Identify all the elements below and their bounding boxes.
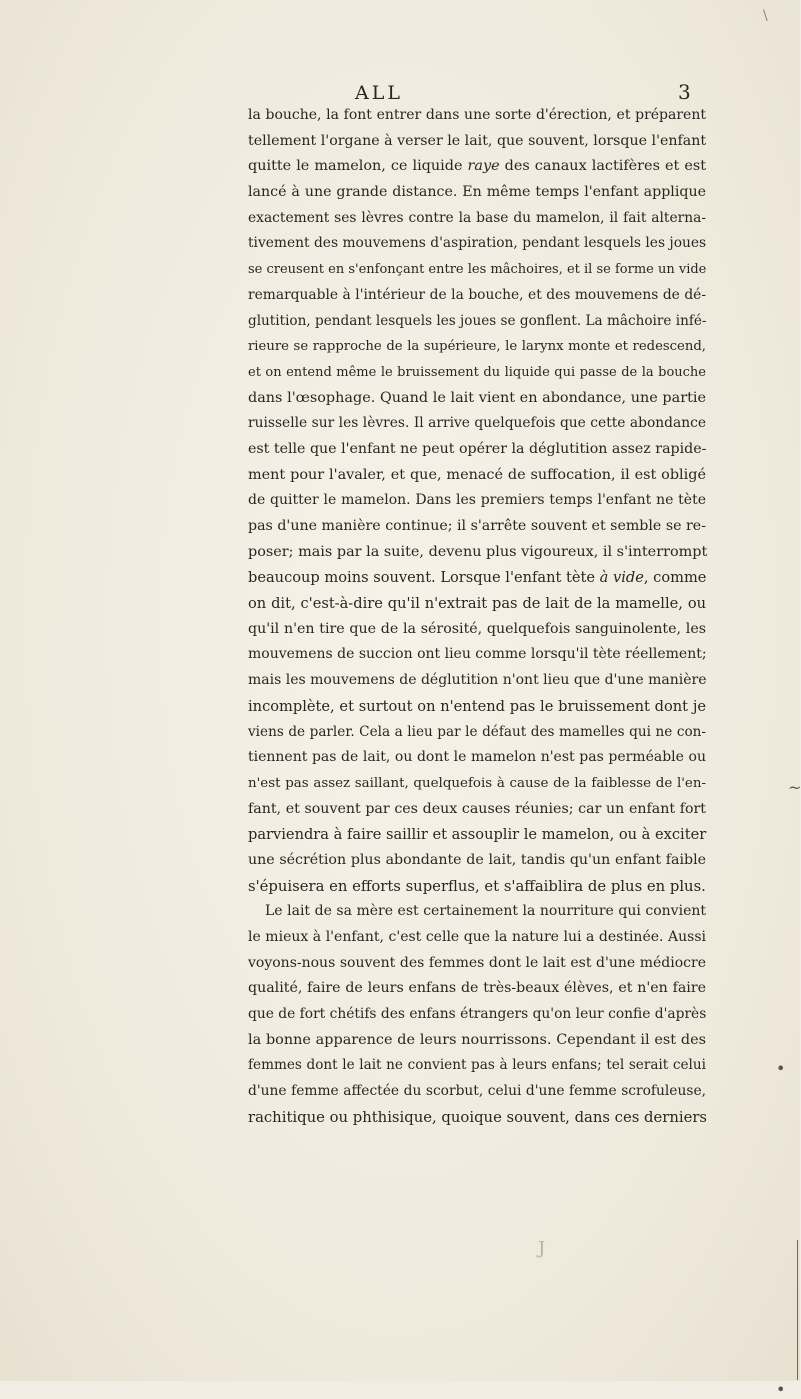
text-line: la bonne apparence de leurs nourrissons. Cependant il est des — [248, 1031, 706, 1048]
text-line: est telle que l'enfant ne peut opérer la déglutition assez rapide- — [248, 440, 707, 457]
text-line: fant, et souvent par ces deux causes réunies; car un enfant fort — [248, 800, 706, 817]
margin-mark: • — [776, 1380, 786, 1399]
text-line: femmes dont le lait ne convient pas à leurs enfans; tel serait celui — [248, 1057, 706, 1074]
text-line: rieure se rapproche de la supérieure, le larynx monte et redescend, — [248, 339, 706, 355]
running-head: ALL — [355, 82, 403, 104]
text-line: pas d'une manière continue; il s'arrête souvent et semble se re- — [248, 518, 706, 534]
text-line: s'épuisera en efforts superflus, et s'affaiblira de plus en plus. — [248, 877, 706, 895]
text-line: tellement l'organe à verser le lait, que souvent, lorsque l'enfant — [248, 132, 707, 149]
text-line: viens de parler. Cela a lieu par le défaut des mamelles qui ne con- — [248, 723, 706, 740]
text-line: exactement ses lèvres contre la base du mamelon, il fait alterna- — [248, 209, 706, 226]
ink-bleed-mark: J — [538, 1238, 546, 1259]
text-line: tivement des mouvemens d'aspiration, pendant lesquels les joues — [248, 235, 707, 252]
margin-mark: ~ — [788, 778, 801, 797]
text-line: parviendra à faire saillir et assouplir le mamelon, ou à exciter — [248, 826, 707, 844]
text-line: beaucoup moins souvent. Lorsque l'enfant tète à vide, comme — [248, 569, 707, 587]
text-line: une sécrétion plus abondante de lait, tandis qu'un enfant faible — [248, 851, 706, 868]
text-line: et on entend même le bruissement du liquide qui passe de la bouche — [248, 364, 706, 380]
text-line: ment pour l'avaler, et que, menacé de suffocation, il est obligé — [248, 466, 706, 483]
page-edge-line — [797, 1240, 798, 1380]
text-line: quitte le mamelon, ce liquide raye des canaux lactifères et est — [248, 158, 707, 175]
text-line: Le lait de sa mère est certainement la nourriture qui convient — [265, 903, 706, 920]
text-line: la bouche, la font entrer dans une sorte d'érection, et préparent — [248, 107, 706, 123]
text-line: rachitique ou phthisique, quoique souvent, dans ces derniers — [248, 1108, 708, 1126]
text-line: mouvemens de succion ont lieu comme lorsqu'il tète réellement; — [248, 646, 707, 663]
text-line: se creusent en s'enfonçant entre les mâchoires, et il se forme un vide — [248, 262, 707, 278]
text-line: mais les mouvemens de déglutition n'ont lieu que d'une manière — [248, 672, 707, 689]
text-line: on dit, c'est-à-dire qu'il n'extrait pas de lait de la mamelle, ou — [248, 595, 706, 613]
text-line: qu'il n'en tire que de la sérosité, quelquefois sanguinolente, les — [248, 620, 706, 637]
text-line: d'une femme affectée du scorbut, celui d'une femme scrofuleuse, — [248, 1083, 706, 1100]
text-line: poser; mais par la suite, devenu plus vigoureux, il s'interrompt — [248, 543, 708, 560]
text-line: le mieux à l'enfant, c'est celle que la nature lui a destinée. Aussi — [248, 929, 706, 945]
text-line: dans l'œsophage. Quand le lait vient en abondance, une partie — [248, 389, 706, 406]
text-line: voyons-nous souvent des femmes dont le lait est d'une médiocre — [248, 954, 706, 971]
text-line: n'est pas assez saillant, quelquefois à cause de la faiblesse de l'en- — [248, 775, 706, 791]
text-line: qualité, faire de leurs enfans de très-beaux élèves, et n'en faire — [248, 980, 706, 997]
text-line: tiennent pas de lait, ou dont le mamelon n'est pas perméable ou — [248, 749, 706, 766]
page-number: 3 — [678, 80, 691, 104]
text-line: que de fort chétifs des enfans étrangers qu'on leur confie d'après — [248, 1006, 707, 1023]
text-line: lancé à une grande distance. En même temps l'enfant applique — [248, 184, 706, 201]
corner-mark: \ — [763, 8, 768, 24]
text-line: incomplète, et surtout on n'entend pas le bruissement dont je — [248, 697, 706, 715]
body-text — [248, 103, 706, 1131]
italic-term: à vide — [599, 569, 644, 587]
italic-term: raye — [467, 158, 500, 175]
text-line: remarquable à l'intérieur de la bouche, et des mouvemens de dé- — [248, 286, 706, 303]
text-line: ruisselle sur les lèvres. Il arrive quelquefois que cette abondance — [248, 415, 706, 432]
margin-mark: • — [776, 1059, 786, 1078]
text-line: de quitter le mamelon. Dans les premiers temps l'enfant ne tète — [248, 492, 706, 509]
text-line: glutition, pendant lesquels les joues se gonflent. La mâchoire infé- — [248, 312, 707, 329]
